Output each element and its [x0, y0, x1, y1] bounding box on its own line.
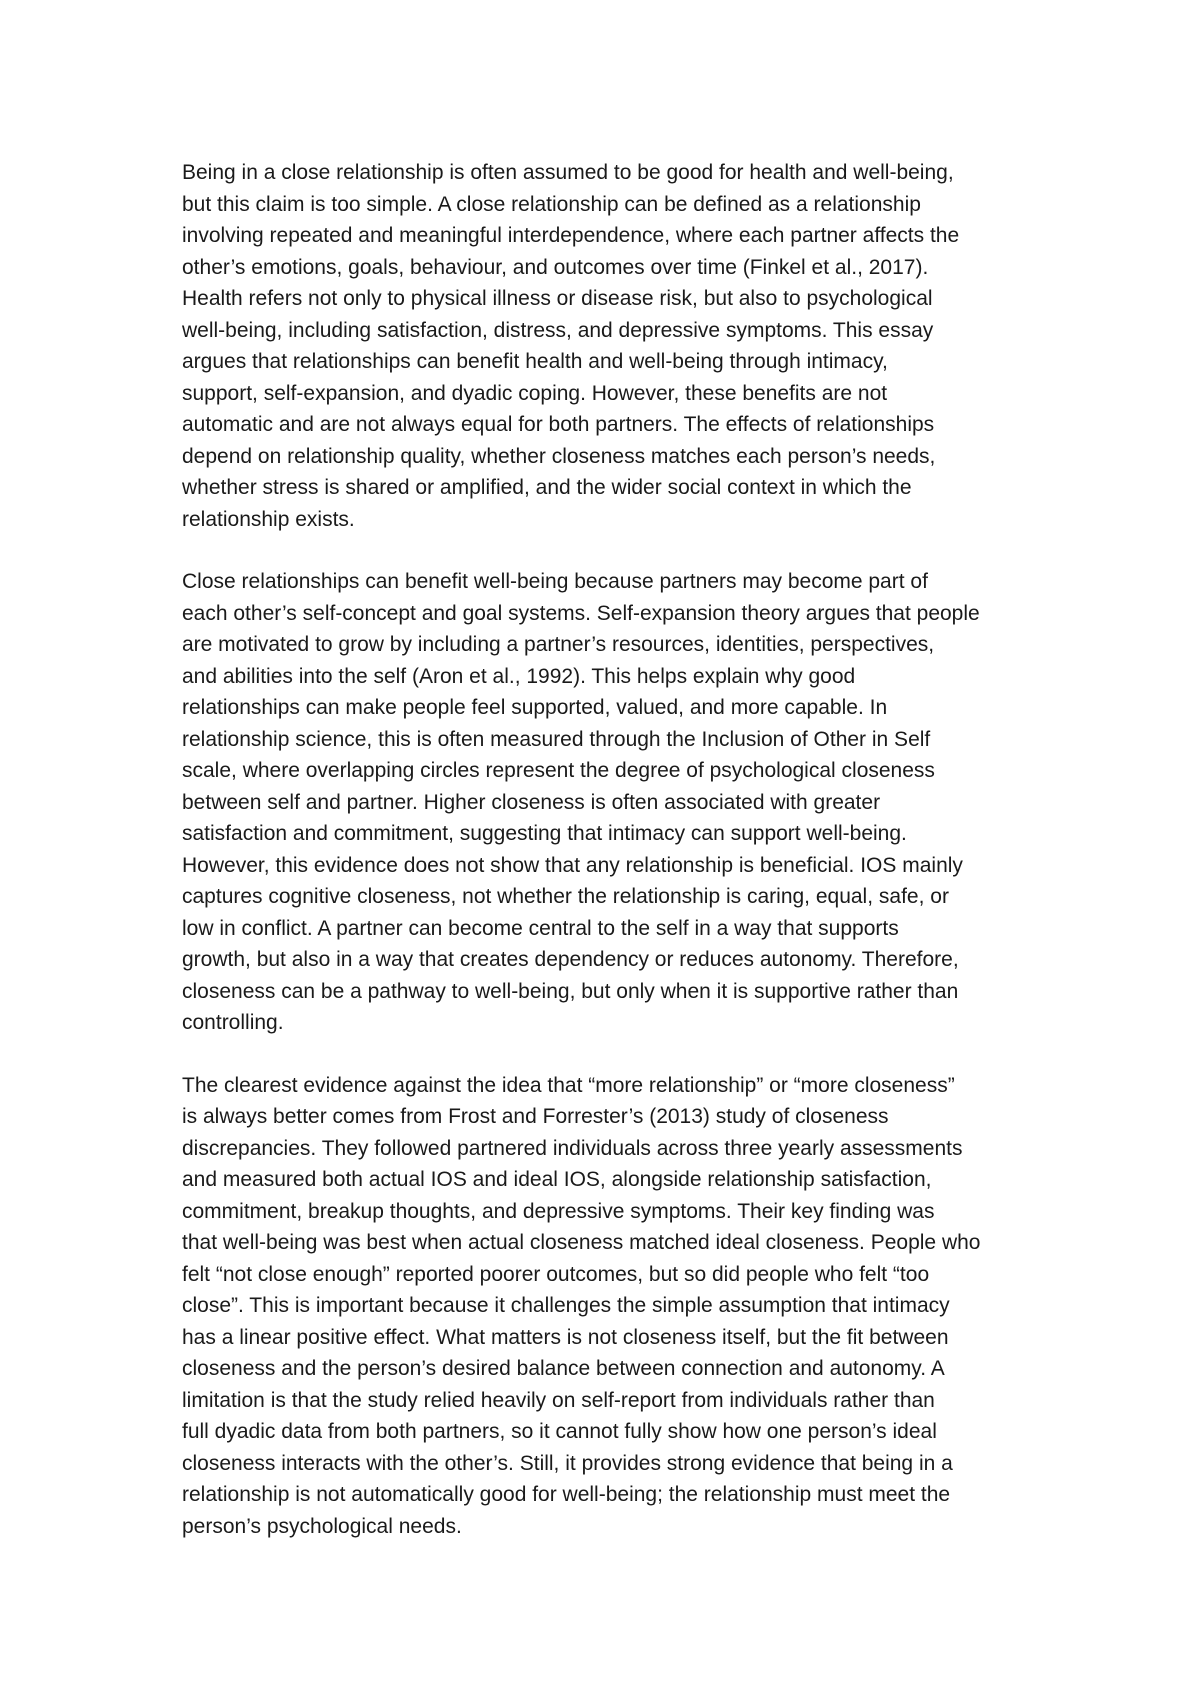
text-line: involving repeated and meaningful interdependence, where each partner affects the: [182, 224, 960, 247]
text-line: relationship science, this is often measured through the Inclusion of Other in Self: [182, 727, 931, 751]
text-line: discrepancies. They followed partnered individuals across three yearly assessments: [182, 1136, 963, 1160]
document-body: [182, 157, 1042, 1573]
paragraph-self-expansion: [182, 566, 1042, 1039]
text-line: Being in a close relationship is often assumed to be good for health and well-being,: [182, 161, 954, 184]
text-line: scale, where overlapping circles represent the degree of psychological closeness: [182, 759, 935, 782]
text-line: relationship is not automatically good for well-being; the relationship must meet the: [182, 1483, 951, 1506]
text-line: controlling.: [182, 1011, 284, 1034]
text-line: Close relationships can benefit well-being because partners may become part of: [182, 570, 928, 593]
text-line: limitation is that the study relied heavily on self-report from individuals rather than: [182, 1388, 935, 1412]
text-line: well-being, including satisfaction, distress, and depressive symptoms. This essay: [182, 318, 934, 342]
text-line: other’s emotions, goals, behaviour, and outcomes over time (Finkel et al., 2017).: [182, 255, 929, 279]
text-line: low in conflict. A partner can become central to the self in a way that supports: [182, 916, 899, 940]
text-line: are motivated to grow by including a partner’s resources, identities, perspectives,: [182, 633, 935, 656]
text-line: However, this evidence does not show that any relationship is beneficial. IOS mainly: [182, 853, 963, 877]
text-line: captures cognitive closeness, not whether the relationship is caring, equal, safe, or: [182, 885, 949, 908]
text-line: whether stress is shared or amplified, and the wider social context in which the: [182, 476, 912, 499]
text-line: relationships can make people feel supported, valued, and more capable. In: [182, 696, 888, 719]
text-line: close”. This is important because it challenges the simple assumption that intimacy: [182, 1294, 950, 1317]
text-line: felt “not close enough” reported poorer outcomes, but so did people who felt “too: [182, 1262, 930, 1286]
text-line: relationship exists.: [182, 507, 355, 531]
text-line: commitment, breakup thoughts, and depressive symptoms. Their key finding was: [182, 1199, 935, 1223]
paragraph-introduction: [182, 157, 1042, 535]
text-line: automatic and are not always equal for both partners. The effects of relationships: [182, 413, 935, 436]
text-line: The clearest evidence against the idea that “more relationship” or “more closeness”: [182, 1073, 955, 1097]
text-line: and measured both actual IOS and ideal IOS, alongside relationship satisfaction,: [182, 1168, 932, 1191]
text-line: and abilities into the self (Aron et al., 1992). This helps explain why good: [182, 664, 856, 688]
text-line: support, self-expansion, and dyadic coping. However, these benefits are not: [182, 381, 888, 405]
text-line: is always better comes from Frost and Forrester’s (2013) study of closeness: [182, 1105, 889, 1128]
text-line: person’s psychological needs.: [182, 1514, 462, 1538]
text-line: closeness and the person’s desired balance between connection and autonomy. A: [182, 1357, 945, 1380]
text-line: satisfaction and commitment, suggesting that intimacy can support well-being.: [182, 822, 907, 845]
text-line: growth, but also in a way that creates dependency or reduces autonomy. Therefore,: [182, 948, 959, 971]
text-line: Health refers not only to physical illness or disease risk, but also to psychological: [182, 287, 933, 310]
text-line: that well-being was best when actual closeness matched ideal closeness. People who: [182, 1231, 981, 1254]
text-line: depend on relationship quality, whether closeness matches each person’s needs,: [182, 444, 936, 468]
text-line: each other’s self-concept and goal systems. Self-expansion theory argues that people: [182, 601, 980, 625]
text-line: has a linear positive effect. What matters is not closeness itself, but the fit between: [182, 1325, 949, 1349]
text-line: closeness can be a pathway to well-being, but only when it is supportive rather than: [182, 979, 959, 1003]
text-line: between self and partner. Higher closeness is often associated with greater: [182, 790, 881, 814]
text-line: full dyadic data from both partners, so it cannot fully show how one person’s ideal: [182, 1420, 937, 1443]
text-line: but this claim is too simple. A close relationship can be defined as a relationship: [182, 192, 921, 216]
paragraph-closeness-discrepancies: [182, 1070, 1042, 1543]
text-line: closeness interacts with the other’s. Still, it provides strong evidence that being in a: [182, 1451, 953, 1475]
text-line: argues that relationships can benefit health and well-being through intimacy,: [182, 350, 888, 373]
